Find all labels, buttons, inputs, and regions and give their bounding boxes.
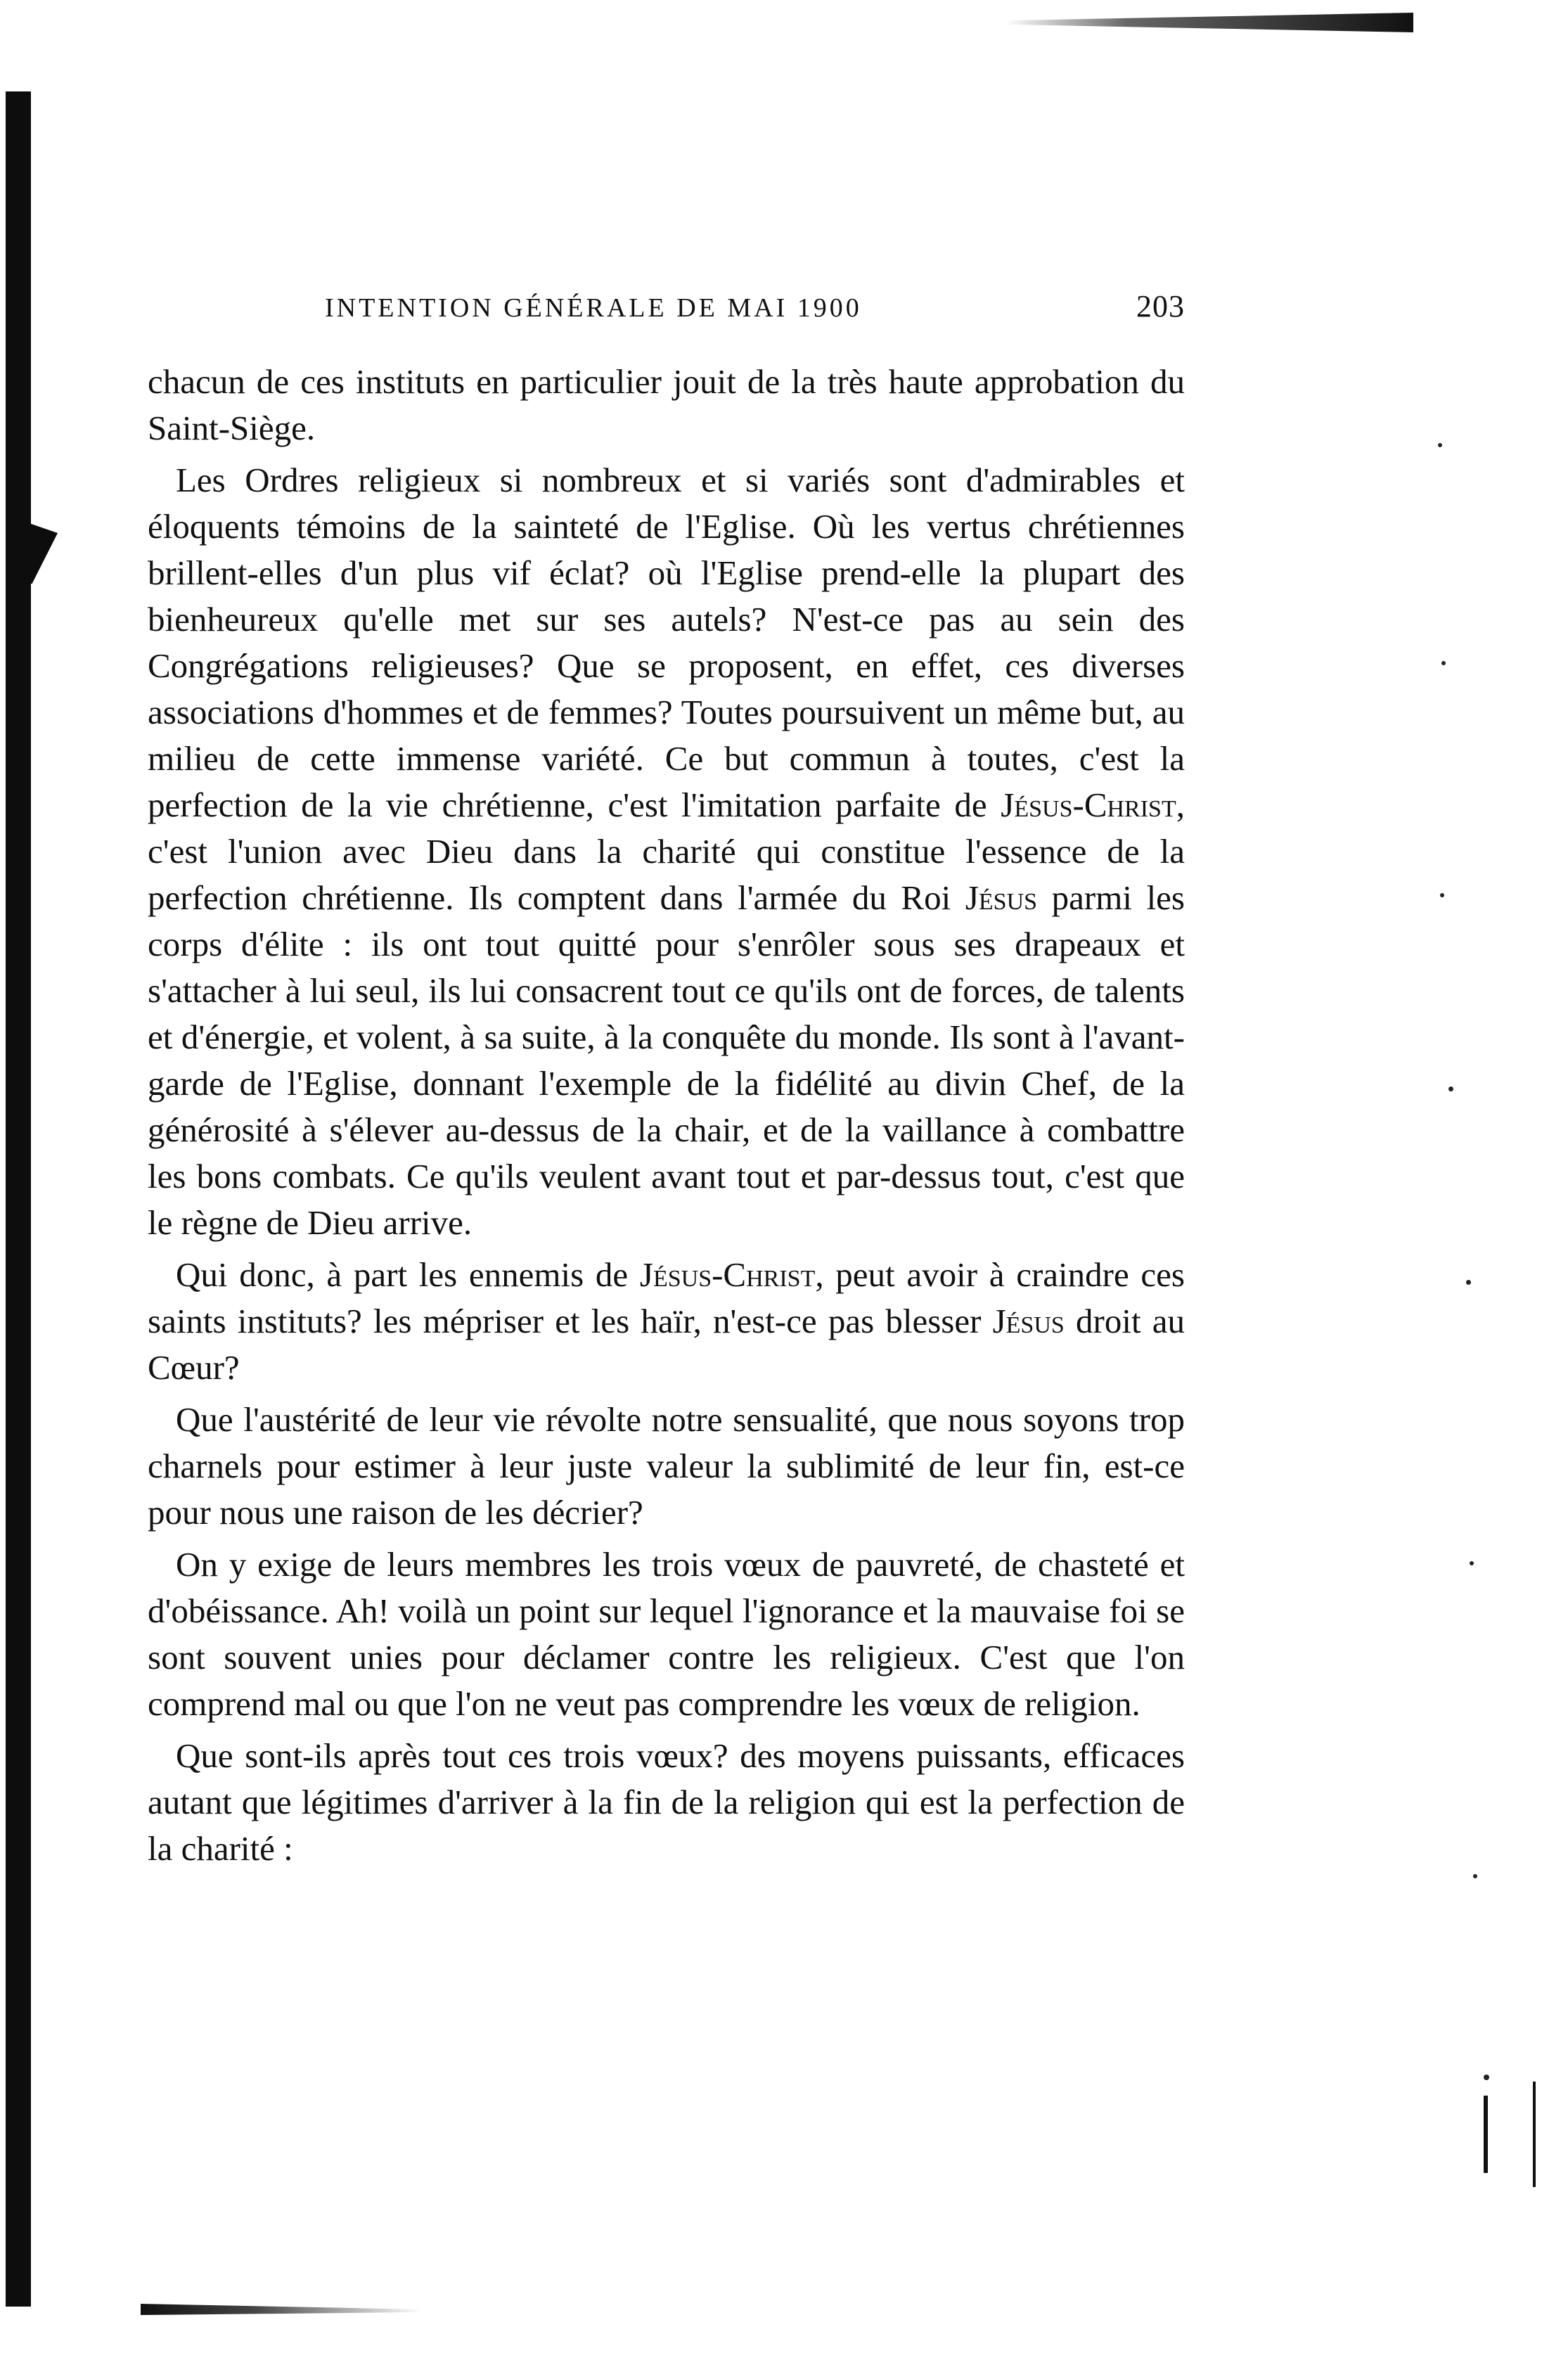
name-jesus-christ: Jésus-Christ [639,1255,816,1294]
page-body [148,359,1185,1872]
scan-speck [1473,1874,1477,1878]
paragraph-6 [148,1733,1185,1872]
text-run: Que l'austérité de leur vie révolte notre sensualité, que nous soyons trop charnels pour estimer à leur juste valeur la sublimité de leur fin, est-ce pour nous une raison de les décrier? [148,1400,1185,1532]
name-jesus: Jésus [992,1302,1065,1340]
scan-left-edge [6,91,31,2307]
paragraph-1 [148,359,1185,451]
scan-speck [1470,1561,1474,1565]
paragraph-2 [148,457,1185,1246]
text-run: On y exige de leurs membres les trois vœux de pauvreté, de chasteté et d'obéissance. Ah! voilà un point sur lequel l'ignorance et la mauvaise foi se sont souvent unies pour déclamer contre les religieux. C'est que l'on comprend mal ou que l'on ne veut pas comprendre les vœux de religion. [148,1545,1185,1723]
scan-speck [1438,443,1442,447]
scan-left-edge-notch [21,520,58,584]
scan-right-mark [1533,2082,1536,2187]
scan-bottom-smear [141,2301,422,2315]
text-run: , c'est l'union avec Dieu dans la charité qui constitue l'essence de la perfection chrétienne. Ils comptent dans l'armée du Roi [148,786,1185,917]
scan-top-rule [1005,13,1413,32]
text-run: , peut avoir à craindre ces saints instituts? les mépriser et les haïr, n'est-ce pas blesser [148,1255,1185,1340]
text-run: droit au Cœur? [148,1302,1185,1387]
text-run: Les Ordres religieux si nombreux et si variés sont d'admirables et éloquents témoins de la sainteté de l'Eglise. Où les vertus chrétiennes brillent-elles d'un plus vif éclat? où l'Eglise prend-elle la plupart des bienheureux qu'elle met sur ses autels? N'est-ce pas au sein des Congrégations religieuses? Que se proposent, en effet, ces diverses associations d'hommes et de femmes? Toutes poursuivent un même but, au milieu de cette immense variété. Ce but commun à toutes, c'est la perfection de la vie chrétienne, c'est l'imitation parfaite de [148,461,1185,824]
paragraph-4 [148,1397,1185,1536]
name-jesus-christ: Jésus-Christ [1001,786,1176,824]
text-run: chacun de ces instituts en particulier jouit de la très haute approbation du Saint-Siège. [148,362,1185,447]
scan-speck [1448,1086,1453,1091]
text-run: Qui donc, à part les ennemis de [176,1255,640,1294]
scan-right-mark [1484,2096,1488,2173]
scan-speck [1466,1280,1471,1285]
page-number: 203 [1136,289,1185,323]
paragraph-3 [148,1252,1185,1391]
running-head [325,288,1185,331]
running-head-title: INTENTION GÉNÉRALE DE MAI 1900 [325,293,862,323]
scan-speck [1440,893,1444,897]
paragraph-5 [148,1541,1185,1727]
scan-speck [1484,2075,1489,2080]
text-run: Que sont-ils après tout ces trois vœux? des moyens puissants, efficaces autant que légitimes d'arriver à la fin de la religion qui est la perfection de la charité : [148,1736,1185,1868]
text-run: parmi les corps d'élite : ils ont tout quitté pour s'enrôler sous ses drapeaux et s'attacher à lui seul, ils lui consacrent tout ce qu'ils ont de forces, de talents et d'énergie, et volent, à sa suite, à la conquête du monde. Ils sont à l'avant-garde de l'Eglise, donnant l'exemple de la fidélité au divin Chef, de la générosité à s'élever au-dessus de la chair, et de la vaillance à combattre les bons combats. Ce qu'ils veulent avant tout et par-dessus tout, c'est que le règne de Dieu arrive. [148,878,1185,1242]
scan-speck [1441,661,1446,665]
name-jesus: Jésus [965,878,1038,917]
